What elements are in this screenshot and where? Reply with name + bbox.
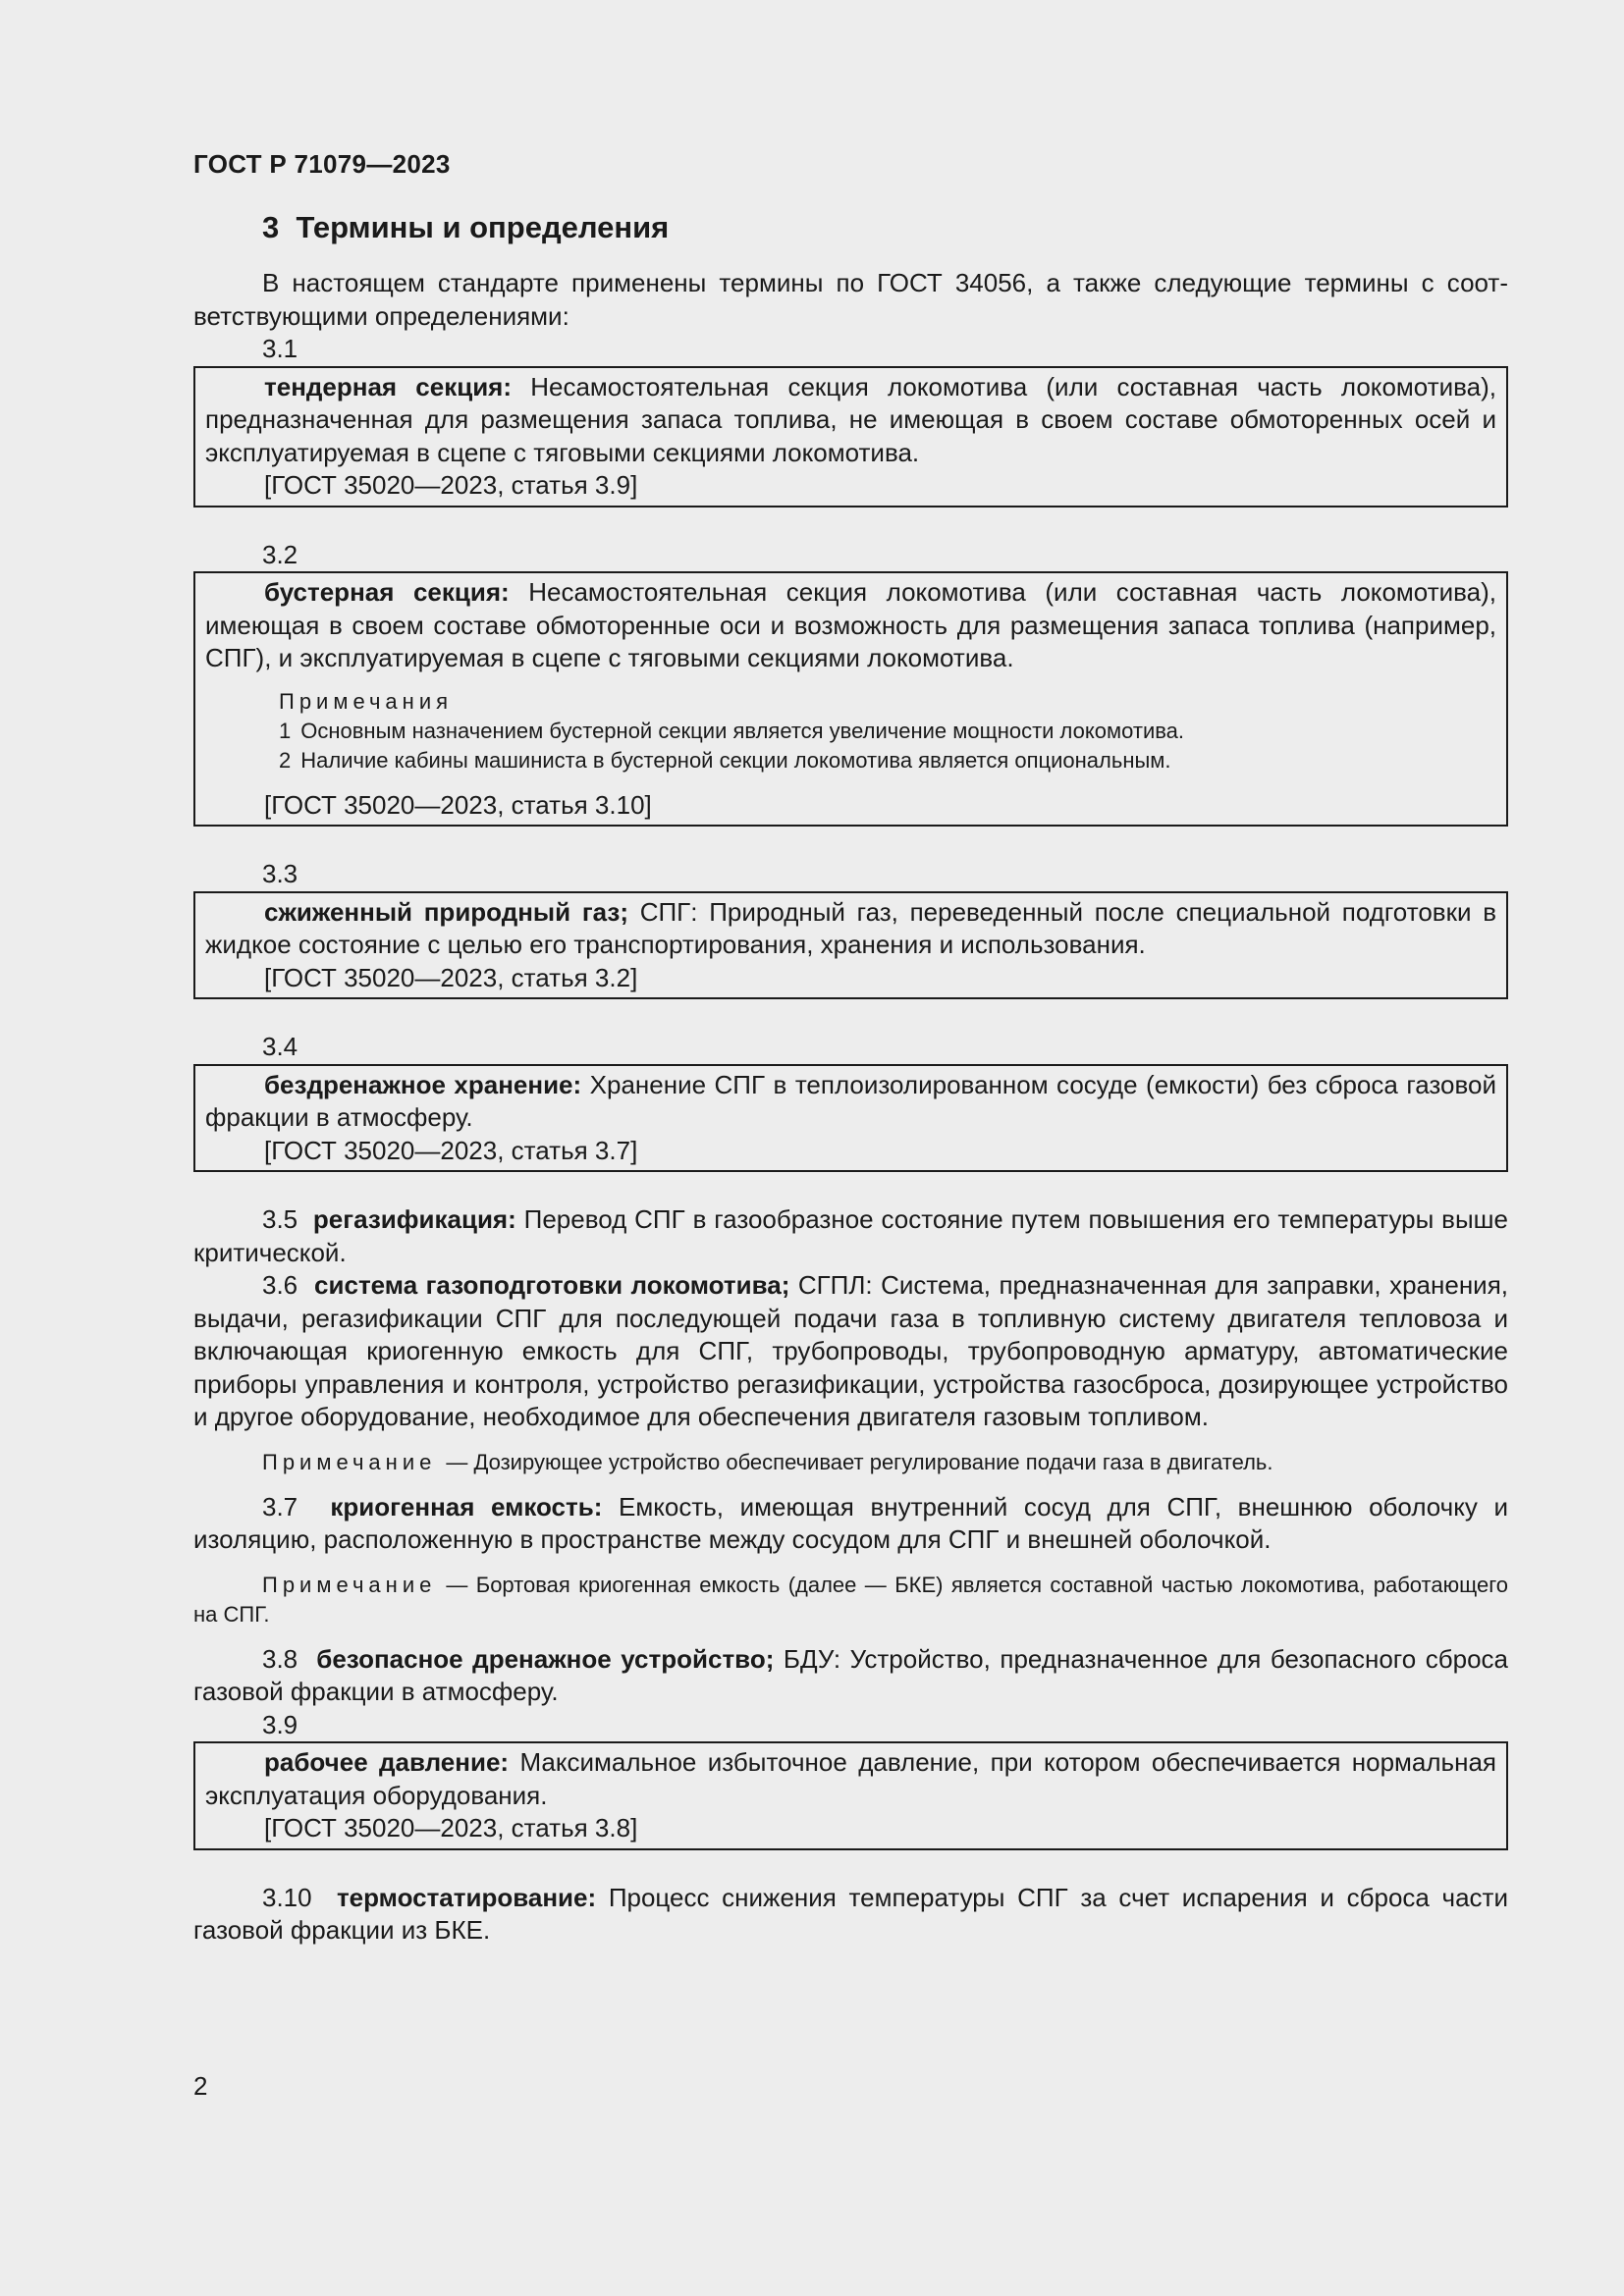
term-box-3-9 — [193, 1741, 1508, 1850]
term-name-3-2: бустерная секция: — [264, 577, 510, 607]
term-text-3-3: СПГ: Природный газ, переведенный после специальной подготовки в жидкое состояние с целью его транспортирования, хранения и использования. — [205, 896, 1497, 959]
term-text-3-5: Перевод СПГ в газообразное состояние путем повышения его температуры выше критической. — [193, 1204, 1508, 1267]
section-title — [193, 188, 1508, 267]
term-number-3-1: 3.1 — [262, 334, 298, 363]
term-number-3-6: 3.6 — [262, 1270, 298, 1300]
term-paragraph-3-10 — [193, 1882, 1508, 1948]
term-paragraph-3-7 — [193, 1491, 1508, 1557]
term-name-3-10: термостатирование: — [336, 1882, 597, 1912]
term-source-3-4: [ГОСТ 35020—2023, статья 3.7] — [264, 1135, 638, 1165]
term-box-3-1 — [193, 366, 1508, 507]
section-number: 3 — [262, 210, 280, 244]
term-name-3-1: тендерная секция: — [264, 371, 513, 401]
note-label: Примечание — [262, 1449, 437, 1474]
intro-paragraph: В настоящем стандарте применены термины по ГОСТ 34056, а также следующие термины с соответствующими определениями: — [193, 268, 1508, 331]
note-text: Наличие кабины машиниста в бустерной секции локомотива является опциональным. — [300, 747, 1171, 773]
note-3-7 — [193, 1571, 1508, 1629]
term-paragraph-3-8 — [193, 1643, 1508, 1709]
note-number: 2 — [279, 747, 292, 773]
term-name-3-3: сжиженный природный газ; — [264, 896, 629, 927]
term-text-3-7: Емкость, имеющая внутренний сосуд для СПГ, внешнюю оболочку и изоляцию, расположенную в пространстве между сосудом для СПГ и внешней оболочкой. — [193, 1491, 1508, 1554]
term-box-3-4 — [193, 1064, 1508, 1173]
term-name-3-8: безопасное дренажное устройство; — [316, 1643, 775, 1674]
term-text-3-8: БДУ: Устройство, предназначенное для безопасного сброса газовой фракции в атмосферу. — [193, 1643, 1508, 1706]
term-text-3-1: Несамостоятельная секция локомотива (или составная часть локомотива), предназначенная для размещения запаса топлива, не имеющая в своем составе обмоторенных осей и эксплуатируемая в сцепе с тяговыми секциями локомотива. — [205, 371, 1496, 467]
term-source-3-9: [ГОСТ 35020—2023, статья 3.8] — [264, 1813, 638, 1842]
term-number-3-9: 3.9 — [262, 1709, 298, 1739]
note-text: — Дозирующее устройство обеспечивает регулирование подачи газа в двигатель. — [446, 1449, 1273, 1474]
term-text-3-10: Процесс снижения температуры СПГ за счет испарения и сброса части газовой фракции из БКЕ. — [193, 1882, 1508, 1945]
term-name-3-9: рабочее давление: — [264, 1747, 510, 1777]
term-name-3-5: регазификация: — [312, 1204, 516, 1234]
term-number-3-7: 3.7 — [262, 1491, 298, 1522]
term-text-3-2: Несамостоятельная секция локомотива (или составная часть локомотива), имеющая в своем составе обмоторенные оси и возможность для размещения запаса топлива (например, СПГ), и эксплуатируемая в сцепе с тяговыми секциями локомотива. — [205, 577, 1496, 672]
term-definition-3-2 — [205, 576, 1496, 675]
term-definition-3-1 — [205, 371, 1496, 470]
note-item-3-2-2 — [205, 746, 1496, 775]
term-text-3-6: СГПЛ: Система, предназначенная для заправки, хранения, выдачи, регазификации СПГ для последующей подачи газа в топливную систему двигателя тепловоза и включающая криогенную емкость для СПГ, трубопроводы, трубопроводную арматуру, автоматические приборы управления и контроля, устройство регазификации, устройства газосброса, дозирующее устройство и другое оборудование, необходимое для обеспечения двигателя газовым топливом. — [193, 1270, 1509, 1431]
page-number: 2 — [193, 2071, 208, 2101]
document-header: ГОСТ Р 71079—2023 — [193, 149, 451, 179]
term-box-3-3 — [193, 891, 1508, 1000]
term-number-3-4: 3.4 — [262, 1032, 298, 1061]
note-number: 1 — [279, 718, 292, 743]
term-source-3-2: [ГОСТ 35020—2023, статья 3.10] — [264, 789, 652, 820]
term-name-3-7: криогенная емкость: — [330, 1491, 603, 1522]
term-box-3-2 — [193, 571, 1508, 827]
term-text-3-4: Хранение СПГ в теплоизолированном сосуде (емкости) без сброса газовой фракции в атмосферу. — [205, 1069, 1496, 1132]
section-title-text: Термины и определения — [296, 210, 670, 244]
note-item-3-2-1 — [205, 717, 1496, 746]
note-text: — Бортовая криогенная емкость (далее — БКЕ) является составной частью локомотива, работающего на СПГ. — [193, 1572, 1508, 1627]
term-definition-3-9 — [205, 1746, 1496, 1812]
term-number-3-2: 3.2 — [262, 539, 298, 569]
term-source-3-3: [ГОСТ 35020—2023, статья 3.2] — [264, 962, 638, 992]
note-label: Примечание — [262, 1572, 437, 1597]
term-text-3-9: Максимальное избыточное давление, при котором обеспечивается нормальная эксплуатация оборудования. — [205, 1747, 1496, 1810]
note-text: Основным назначением бустерной секции является увеличение мощности локомотива. — [300, 718, 1185, 743]
term-number-3-10: 3.10 — [262, 1882, 312, 1912]
term-source-3-1: [ГОСТ 35020—2023, статья 3.9] — [264, 470, 638, 500]
note-3-6 — [193, 1448, 1508, 1477]
term-name-3-6: система газоподготовки локомотива; — [314, 1270, 790, 1300]
notes-heading-3-2: Примечания — [279, 688, 454, 714]
term-number-3-5: 3.5 — [262, 1204, 298, 1234]
term-number-3-3: 3.3 — [262, 859, 298, 888]
term-name-3-4: бездренажное хранение: — [264, 1069, 582, 1099]
term-number-3-8: 3.8 — [262, 1643, 298, 1674]
term-definition-3-4 — [205, 1069, 1496, 1135]
term-definition-3-3 — [205, 896, 1496, 962]
term-paragraph-3-6 — [193, 1269, 1508, 1434]
term-paragraph-3-5 — [193, 1203, 1508, 1269]
